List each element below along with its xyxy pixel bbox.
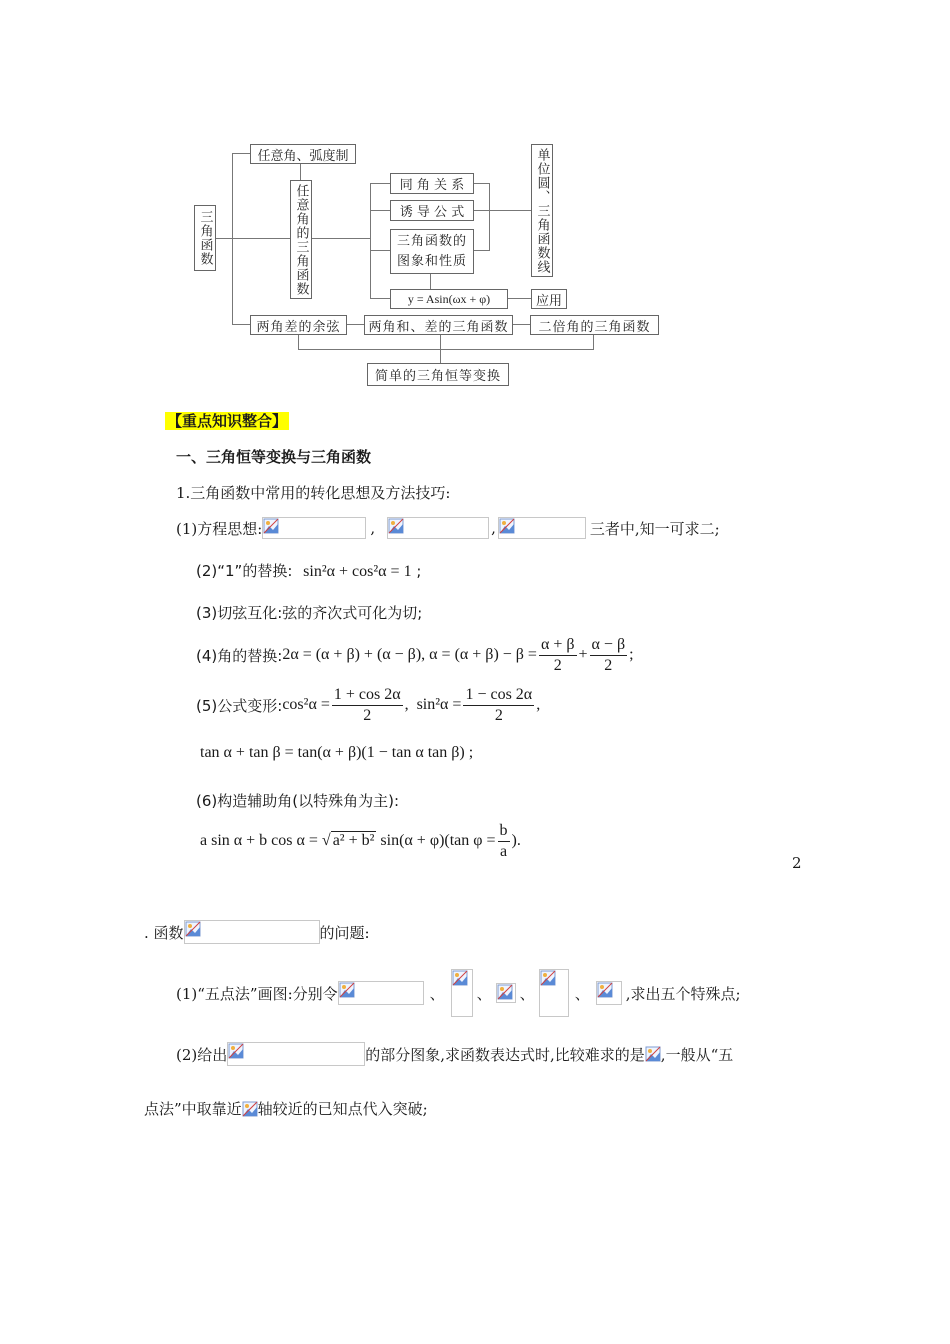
broken-image-icon bbox=[242, 1101, 258, 1117]
line-five-point bbox=[176, 968, 741, 1018]
line-five-point-cont bbox=[144, 1098, 428, 1119]
l5-suffix: , bbox=[536, 696, 541, 713]
item2-prefix: . 函数 bbox=[144, 923, 184, 942]
l4-plus: + bbox=[578, 646, 588, 663]
box-trig-functions: 三角函数 bbox=[194, 205, 216, 271]
item-2 bbox=[144, 920, 370, 944]
line-partial-graph bbox=[176, 1042, 733, 1066]
l5-frac1-num: 1 + cos 2α bbox=[332, 685, 403, 706]
broken-image-icon bbox=[596, 981, 622, 1005]
p3-suffix: 轴较近的已知点代入突破; bbox=[257, 1100, 428, 1118]
p2-suffix: ,一般从“五 bbox=[660, 1045, 734, 1064]
section-heading: 一、三角恒等变换与三角函数 bbox=[176, 448, 372, 466]
l4-frac2 bbox=[590, 635, 628, 676]
line-tan-sum bbox=[200, 744, 473, 762]
l5-frac1 bbox=[332, 685, 403, 726]
box-sum-diff: 两角和、差的三角函数 bbox=[364, 315, 513, 335]
l4-a: 2α = (α + β) + (α − β) bbox=[282, 646, 422, 663]
l2-suffix: ; bbox=[416, 562, 422, 580]
broken-image-icon bbox=[451, 969, 473, 1017]
box-arbitrary-angle: 任意角、弧度制 bbox=[250, 144, 356, 164]
box-apply: 应用 bbox=[531, 289, 567, 309]
l5-prefix: (5)公式变形: bbox=[196, 696, 283, 715]
p2-mid: 的部分图象,求函数表达式时,比较难求的是 bbox=[365, 1045, 645, 1064]
p1-sep3: 、 bbox=[519, 984, 535, 1003]
broken-image-icon bbox=[387, 517, 489, 539]
l4-prefix: (4)角的替换: bbox=[196, 646, 283, 665]
line-auxiliary-formula bbox=[200, 818, 521, 864]
p1-suffix: ,求出五个特殊点; bbox=[625, 984, 741, 1003]
l6-sqrt: a² + b² bbox=[332, 832, 375, 849]
box-induction: 诱 导 公 式 bbox=[390, 200, 474, 221]
l6-frac bbox=[498, 821, 510, 862]
p1-sep4: 、 bbox=[574, 984, 590, 1003]
l2-prefix: (2)“1”的替换: bbox=[196, 562, 293, 580]
item2-suffix: 的问题: bbox=[319, 923, 370, 942]
broken-image-icon bbox=[496, 983, 516, 1003]
l1-sep2: , bbox=[491, 519, 496, 537]
broken-image-icon bbox=[645, 1046, 661, 1062]
item-1: 1.三角函数中常用的转化思想及方法技巧: bbox=[176, 484, 451, 502]
l5-tan: tan α + tan β = tan(α + β)(1 − tan α tan β) bbox=[200, 744, 465, 761]
l4-suffix: ; bbox=[629, 646, 634, 663]
broken-image-icon bbox=[184, 920, 320, 944]
l4-frac1-den: 2 bbox=[553, 656, 562, 674]
l5-frac1-den: 2 bbox=[363, 706, 372, 724]
box-same-angle: 同 角 关 系 bbox=[390, 173, 474, 194]
l5-a: cos²α = bbox=[282, 696, 330, 713]
key-knowledge-label bbox=[165, 410, 289, 431]
highlight-title: 【重点知识整合】 bbox=[167, 412, 288, 430]
l5-tan-suffix: ; bbox=[468, 744, 474, 761]
box-asin: y = Asin(ωx + φ) bbox=[390, 289, 508, 309]
l5-sep: , bbox=[404, 696, 409, 713]
l6-b: sin(α + φ)(tan φ = bbox=[380, 832, 496, 849]
l4-b: α = (α + β) − β = bbox=[429, 646, 537, 663]
l4-frac1-num: α + β bbox=[539, 635, 577, 656]
sqrt-sign: √ a² + b² bbox=[321, 832, 375, 849]
l6-c: ). bbox=[511, 832, 521, 849]
line-tan-sin: (3)切弦互化:弦的齐次式可化为切; bbox=[196, 604, 423, 622]
l4-frac1 bbox=[539, 635, 577, 676]
broken-image-icon bbox=[262, 517, 366, 539]
p1-prefix: (1)“五点法”画图:分别令 bbox=[176, 984, 338, 1003]
l6-frac-den: a bbox=[499, 842, 508, 860]
broken-image-icon bbox=[338, 981, 424, 1005]
box-graph-properties bbox=[390, 229, 474, 274]
broken-image-icon bbox=[227, 1042, 365, 1066]
line-formula-transform bbox=[196, 682, 540, 728]
l4-frac2-den: 2 bbox=[604, 656, 613, 674]
line-angle-replacement bbox=[196, 632, 634, 678]
l6-frac-num: b bbox=[498, 821, 510, 842]
l4-frac2-num: α − β bbox=[590, 635, 628, 656]
l1-prefix: (1)方程思想: bbox=[176, 519, 263, 538]
l5-b: sin²α = bbox=[416, 696, 462, 713]
l4-sep: , bbox=[421, 646, 426, 663]
l6-a: a sin α + b cos α = bbox=[200, 832, 318, 849]
line-auxiliary-angle: (6)构造辅助角(以特殊角为主): bbox=[196, 792, 400, 810]
graph-line1: 三角函数的 bbox=[396, 233, 467, 249]
box-double-angle: 二倍角的三角函数 bbox=[530, 315, 659, 335]
l5-frac2-den: 2 bbox=[494, 706, 503, 724]
l2-formula: sin²α + cos²α = 1 bbox=[303, 563, 412, 580]
item-2-number: 2 bbox=[792, 854, 802, 872]
line-equation-idea bbox=[176, 517, 720, 539]
box-trig-of-arbitrary: 任意角的三角函数 bbox=[290, 180, 312, 299]
p3-prefix: 点法”中取靠近 bbox=[144, 1100, 242, 1118]
p1-sep2: 、 bbox=[476, 984, 492, 1003]
p2-prefix: (2)给出 bbox=[176, 1045, 228, 1064]
l5-frac2 bbox=[463, 685, 534, 726]
graph-line2: 图象和性质 bbox=[396, 253, 467, 269]
box-simple-transform: 简单的三角恒等变换 bbox=[367, 363, 509, 386]
p1-sep1: 、 bbox=[429, 984, 445, 1003]
box-diff-cos: 两角差的余弦 bbox=[250, 315, 347, 335]
l1-suffix: 三者中,知一可求二; bbox=[589, 519, 720, 538]
l5-frac2-num: 1 − cos 2α bbox=[463, 685, 534, 706]
l1-sep1: , bbox=[370, 519, 376, 537]
broken-image-icon bbox=[498, 517, 586, 539]
line-one-replacement bbox=[196, 560, 421, 581]
box-unit-circle: 单位圆、三角函数线 bbox=[531, 144, 553, 277]
broken-image-icon bbox=[539, 969, 569, 1017]
